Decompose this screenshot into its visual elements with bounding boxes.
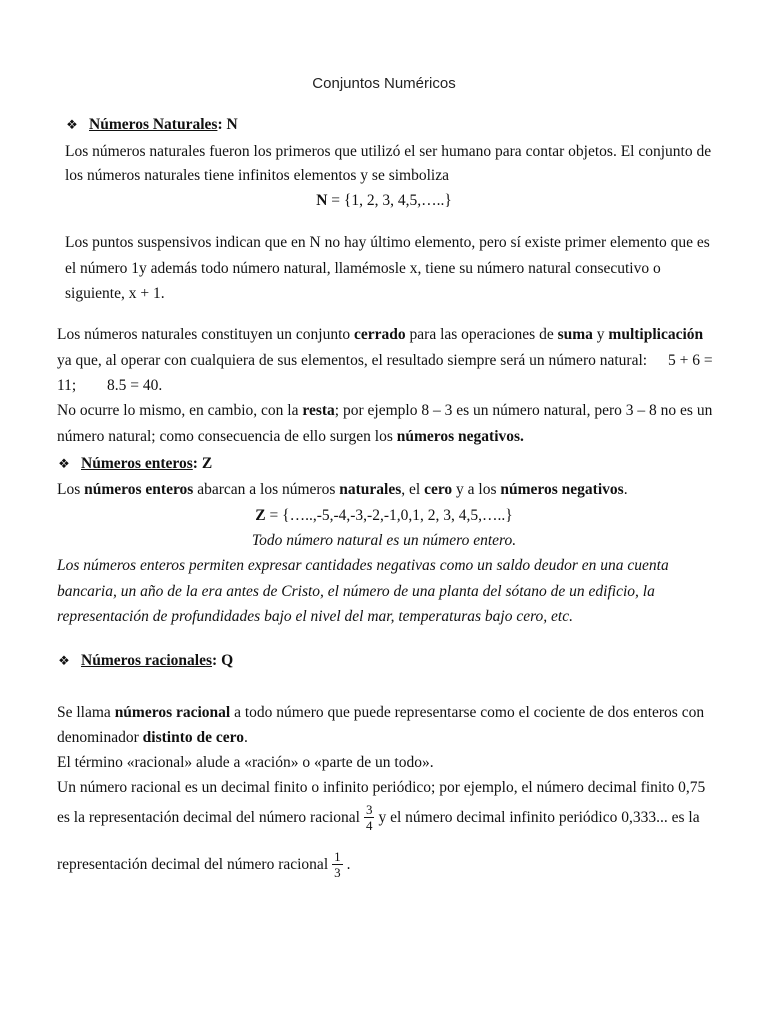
diamond-bullet-icon: ❖ (66, 117, 78, 132)
paragraph-line: es la representación decimal del número racional $\frac{3}{4}$ y el número decimal infinito periódico 0,333... es la (57, 802, 700, 833)
heading-label: Números enteros (81, 455, 193, 472)
fraction-three-quarters: $\frac{3}{4}$ (365, 802, 373, 833)
paragraph-line: el número 1y además todo número natural, llamémosle x, tiene su número natural consecutivo o (65, 260, 661, 277)
example-expression: 11; (57, 377, 77, 394)
paragraph-line: Los puntos suspensivos indican que en N no hay último elemento, pero sí existe primer elemento que es (65, 234, 710, 251)
paragraph-line: ya que, al operar con cualquiera de sus elementos, el resultado siempre será un número natural: (57, 352, 648, 369)
section-heading-enteros: ❖ Números enteros: Z (58, 455, 213, 472)
paragraph-line: los números naturales tiene infinitos elementos y se simboliza (65, 167, 449, 184)
paragraph-line: Los números enteros abarcan a los números naturales, el cero y a los números negativos. (57, 481, 628, 498)
set-symbol: Q (221, 652, 234, 669)
paragraph-line: siguiente, x + 1. (65, 285, 165, 302)
set-symbol: Z (201, 455, 213, 472)
paragraph-line: denominador distinto de cero. (57, 729, 248, 746)
page-title: Conjuntos Numéricos (312, 75, 456, 92)
heading-label: Números Naturales (89, 116, 218, 133)
diamond-bullet-icon: ❖ (58, 456, 70, 471)
paragraph-line: No ocurre lo mismo, en cambio, con la resta; por ejemplo 8 – 3 es un número natural, pero 3 – 8 no es un (57, 402, 713, 419)
italic-paragraph-line: bancaria, un año de la era antes de Cristo, el número de una planta del sótano de un edificio, la (57, 583, 655, 600)
paragraph-line: El término «racional» alude a «ración» o «parte de un todo». (57, 754, 434, 771)
paragraph-line: Se llama números racional a todo número que puede representarse como el cociente de dos enteros con (57, 704, 705, 721)
section-heading-naturales: ❖ Números Naturales: N (66, 116, 238, 133)
heading-label: Números racionales (81, 652, 213, 669)
set-symbol: N (226, 116, 238, 133)
paragraph-line: Los números naturales constituyen un conjunto cerrado para las operaciones de suma y multiplicación (57, 326, 704, 343)
example-expression: 5 + 6 = (668, 352, 713, 369)
italic-paragraph-line: Los números enteros permiten expresar cantidades negativas como un saldo deudor en una cuenta (57, 557, 669, 574)
section-heading-racionales: ❖ Números racionales: Q (58, 652, 234, 669)
italic-statement: Todo número natural es un número entero. (251, 532, 517, 549)
diamond-bullet-icon: ❖ (58, 653, 70, 668)
set-definition-n: N = {1, 2, 3, 4,5,…..} (316, 192, 452, 209)
set-definition-z: Z = {…..,-5,-4,-3,-2,-1,0,1, 2, 3, 4,5,…..} (255, 507, 513, 524)
paragraph-line: número natural; como consecuencia de ello surgen los números negativos. (57, 428, 524, 445)
paragraph-line: Los números naturales fueron los primeros que utilizó el ser humano para contar objetos. El conjunto de (65, 143, 712, 160)
italic-paragraph-line: representación de profundidades bajo el nivel del mar, temperaturas bajo cero, etc. (57, 608, 573, 625)
fraction-one-third: $\frac{1}{3}$ (334, 849, 341, 880)
paragraph-line: representación decimal del número racional $\frac{1}{3}$ . (57, 849, 351, 880)
paragraph-line: Un número racional es un decimal finito o infinito periódico; por ejemplo, el número decimal finito 0,75 (57, 779, 706, 796)
example-expression: 8.5 = 40. (107, 377, 163, 394)
